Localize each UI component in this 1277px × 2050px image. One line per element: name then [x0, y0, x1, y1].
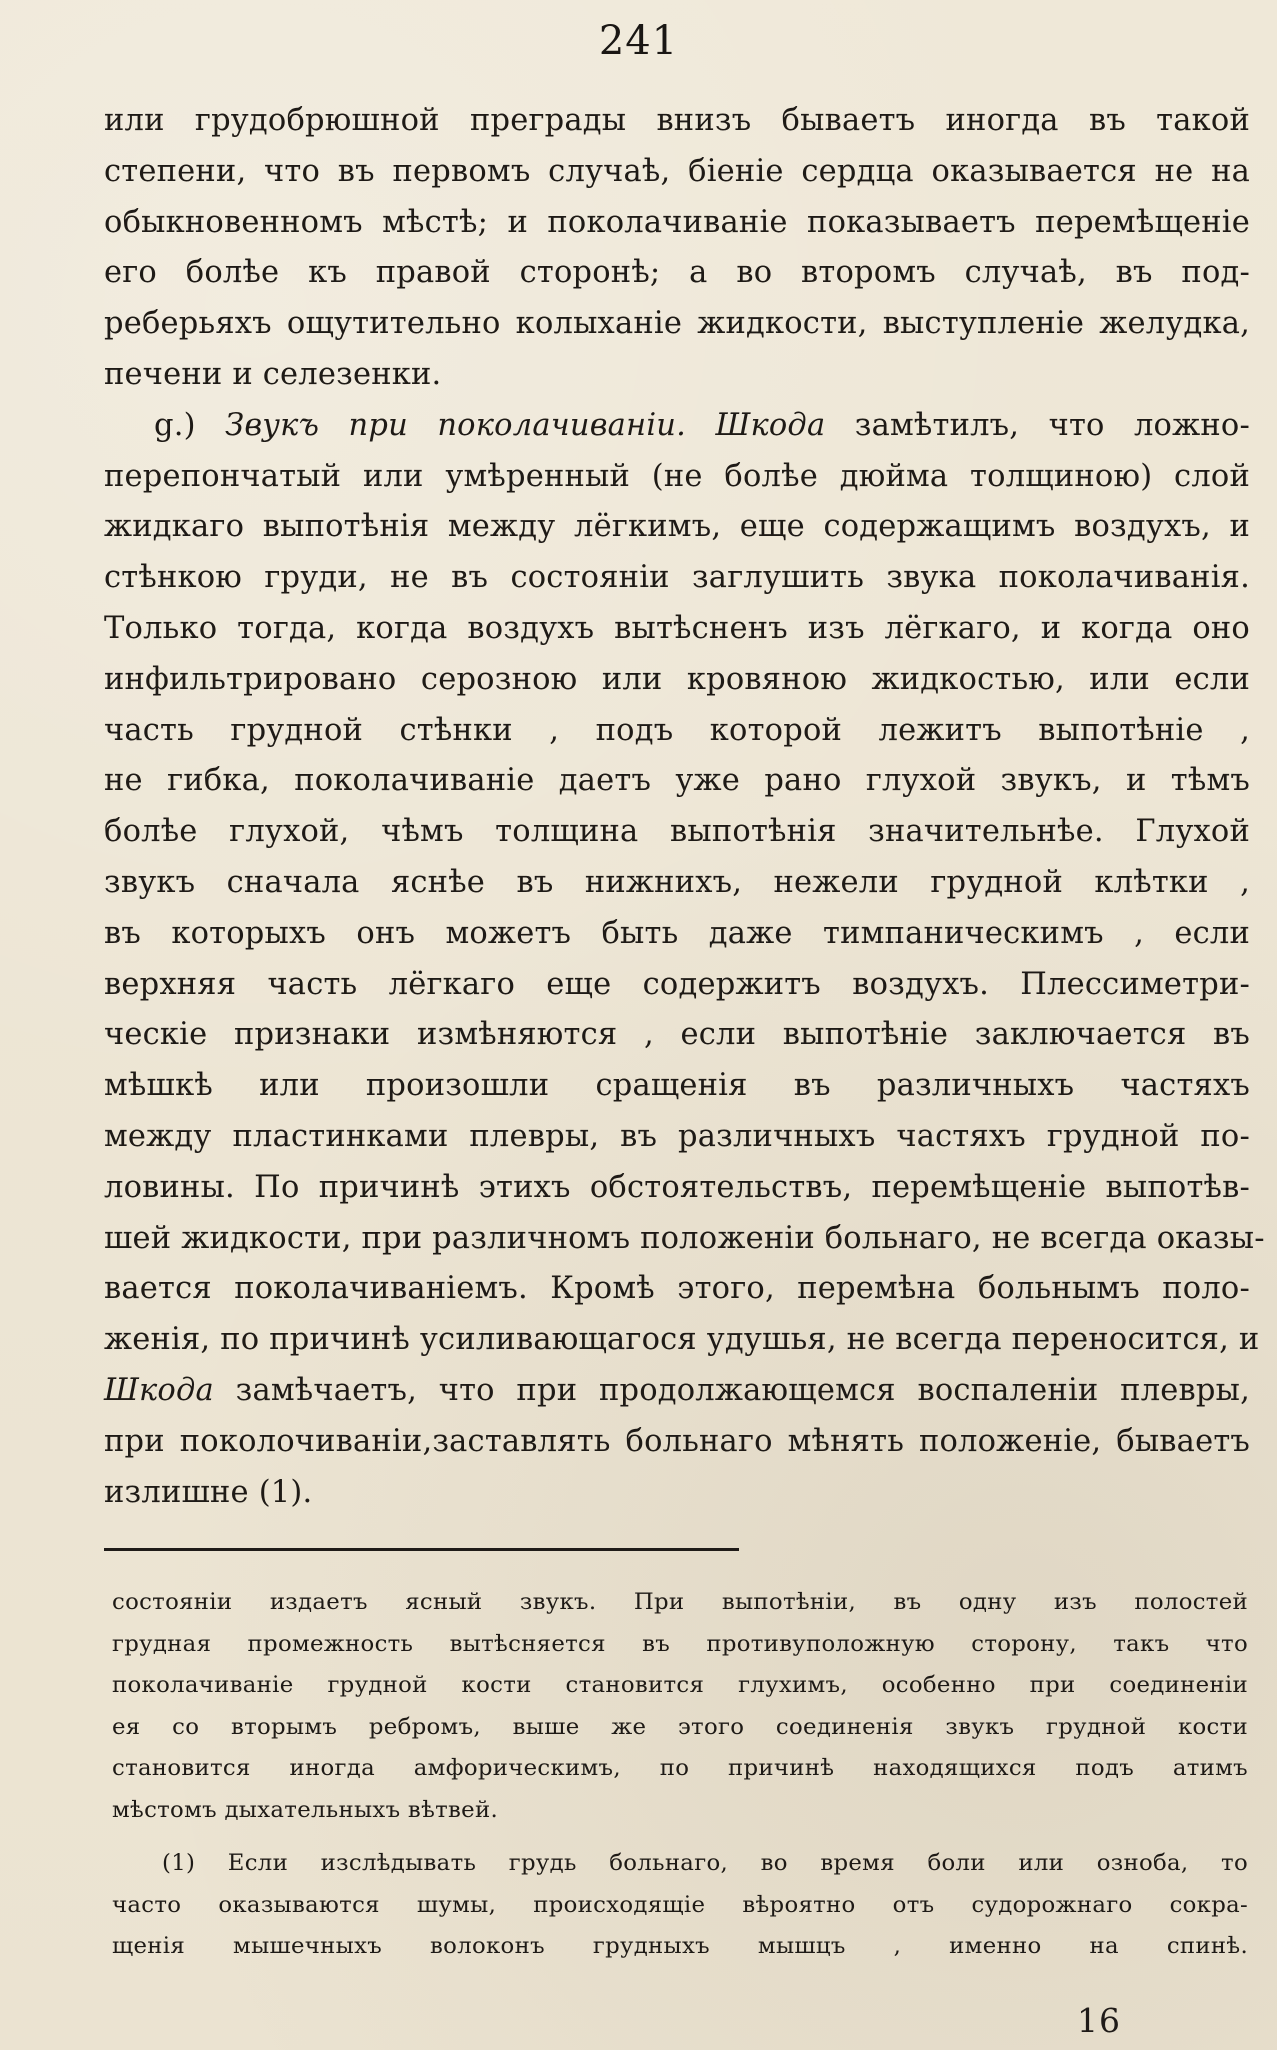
main-line-22: ловины. По причинѣ этихъ обстоятельствъ, перемѣщеніе выпотѣв-: [104, 1169, 1250, 1205]
main-line-13: часть грудной стѣнки , подъ которой лежитъ выпотѣніе ,: [104, 712, 1250, 748]
footnote-continuation-line-2: грудная промежность вытѣсняется въ противуположную сторону, такъ что: [112, 1630, 1248, 1657]
main-line-16: звукъ сначала яснѣе въ нижнихъ, нежели грудной клѣтки ,: [104, 864, 1250, 900]
footnote-continuation-line-4: ея со вторымъ ребромъ, выше же этого соединенія звукъ грудной кости: [112, 1713, 1248, 1740]
main-line-3: обыкновенномъ мѣстѣ; и поколачиваніе показываетъ перемѣщеніе: [104, 204, 1250, 240]
section-heading-line: [104, 401, 1250, 452]
main-line-20: мѣшкѣ или произошли сращенія въ различныхъ частяхъ: [104, 1068, 1250, 1104]
footnote-continuation-line-3: поколачиваніе грудной кости становится глухимъ, особенно при соединеніи: [112, 1672, 1248, 1698]
main-line-21: между пластинками плевры, въ различныхъ частяхъ грудной по-: [104, 1118, 1250, 1154]
main-line-5: реберьяхъ ощутительно колыханіе жидкости, выступленіе желудка,: [104, 306, 1250, 342]
footnote-1-line-2: часто оказываются шумы, происходящіе вѣроятно отъ судорожнаго сокра-: [112, 1891, 1248, 1918]
main-line-7: замѣтилъ, что ложно-: [854, 407, 1250, 443]
main-line-25: женія, по причинѣ усиливающагося удушья, не всегда переносится, и: [104, 1322, 1260, 1358]
author-line: [104, 1366, 1250, 1417]
signature-mark: 16: [1077, 2001, 1121, 2040]
main-line-15: болѣе глухой, чѣмъ толщина выпотѣнія значительнѣе. Глухой: [104, 814, 1250, 850]
main-line-19: ческіе признаки измѣняются , если выпотѣніе заключается въ: [104, 1017, 1250, 1053]
main-line-18: верхняя часть лёгкаго еще содержитъ воздухъ. Плессиметри-: [104, 966, 1250, 1002]
section-title: Звукъ при поколачиваніи.: [225, 407, 687, 443]
main-line-9: жидкаго выпотѣнія между лёгкимъ, еще содержащимъ воздухъ, и: [104, 509, 1250, 545]
main-line-28: излишне (1).: [104, 1474, 313, 1510]
footnote-gap: [112, 1831, 1248, 1843]
section-label: g.): [154, 407, 196, 443]
footnote-continuation-line-5: становится иногда амфорическимъ, по причинѣ находящихся подъ атимъ: [112, 1755, 1248, 1781]
footnote-continuation-line-1: состояніи издаетъ ясный звукъ. При выпотѣніи, въ одну изъ полостей: [112, 1589, 1248, 1615]
main-line-4: его болѣе къ правой сторонѣ; а во второмъ случаѣ, въ под-: [104, 255, 1250, 291]
main-line-17: въ которыхъ онъ можетъ быть даже тимпаническимъ , если: [104, 915, 1250, 951]
main-text: [104, 96, 1265, 1518]
main-line-23: шей жидкости, при различномъ положеніи больнаго, не всегда оказы-: [104, 1220, 1265, 1256]
main-line-2: степени, что въ первомъ случаѣ, біеніе сердца оказывается не на: [104, 153, 1250, 189]
main-line-1: или грудобрюшной преграды внизъ бываетъ иногда въ такой: [104, 103, 1250, 138]
main-line-8: перепончатый или умѣренный (не болѣе дюйма толщиною) слой: [104, 458, 1250, 494]
footnote-continuation-line-6: мѣстомъ дыхательныхъ вѣтвей.: [112, 1796, 498, 1823]
main-line-6: печени и селезенки.: [104, 356, 442, 392]
footnote-1-line-3: щенія мышечныхъ волоконъ грудныхъ мышцъ , именно на спинѣ.: [112, 1933, 1248, 1959]
main-line-14: не гибка, поколачиваніе даетъ уже рано глухой звукъ, и тѣмъ: [104, 763, 1250, 799]
author-name-2: Шкода: [104, 1372, 214, 1408]
main-line-11: Только тогда, когда воздухъ вытѣсненъ изъ лёгкаго, и когда оно: [104, 610, 1250, 646]
footnote-separator: [104, 1548, 739, 1551]
main-line-24: вается поколачиваніемъ. Кромѣ этого, перемѣна больнымъ поло-: [104, 1271, 1250, 1307]
main-line-10: стѣнкою груди, не въ состояніи заглушить звука поколачиванія.: [104, 560, 1250, 596]
author-name: Шкода: [715, 407, 826, 443]
footnote-1-line-1: (1) Если изслѣдывать грудь больнаго, во время боли или озноба, то: [162, 1850, 1248, 1876]
footnotes: [112, 1582, 1248, 1968]
page-number: 241: [598, 18, 679, 64]
main-line-27: при поколочиваніи,заставлять больнаго мѣнять положеніе, бываетъ: [104, 1423, 1250, 1459]
main-line-12: инфильтрировано серозною или кровяною жидкостью, или если: [104, 661, 1250, 697]
main-line-26: замѣчаетъ, что при продолжающемся воспаленіи плевры,: [235, 1372, 1250, 1408]
